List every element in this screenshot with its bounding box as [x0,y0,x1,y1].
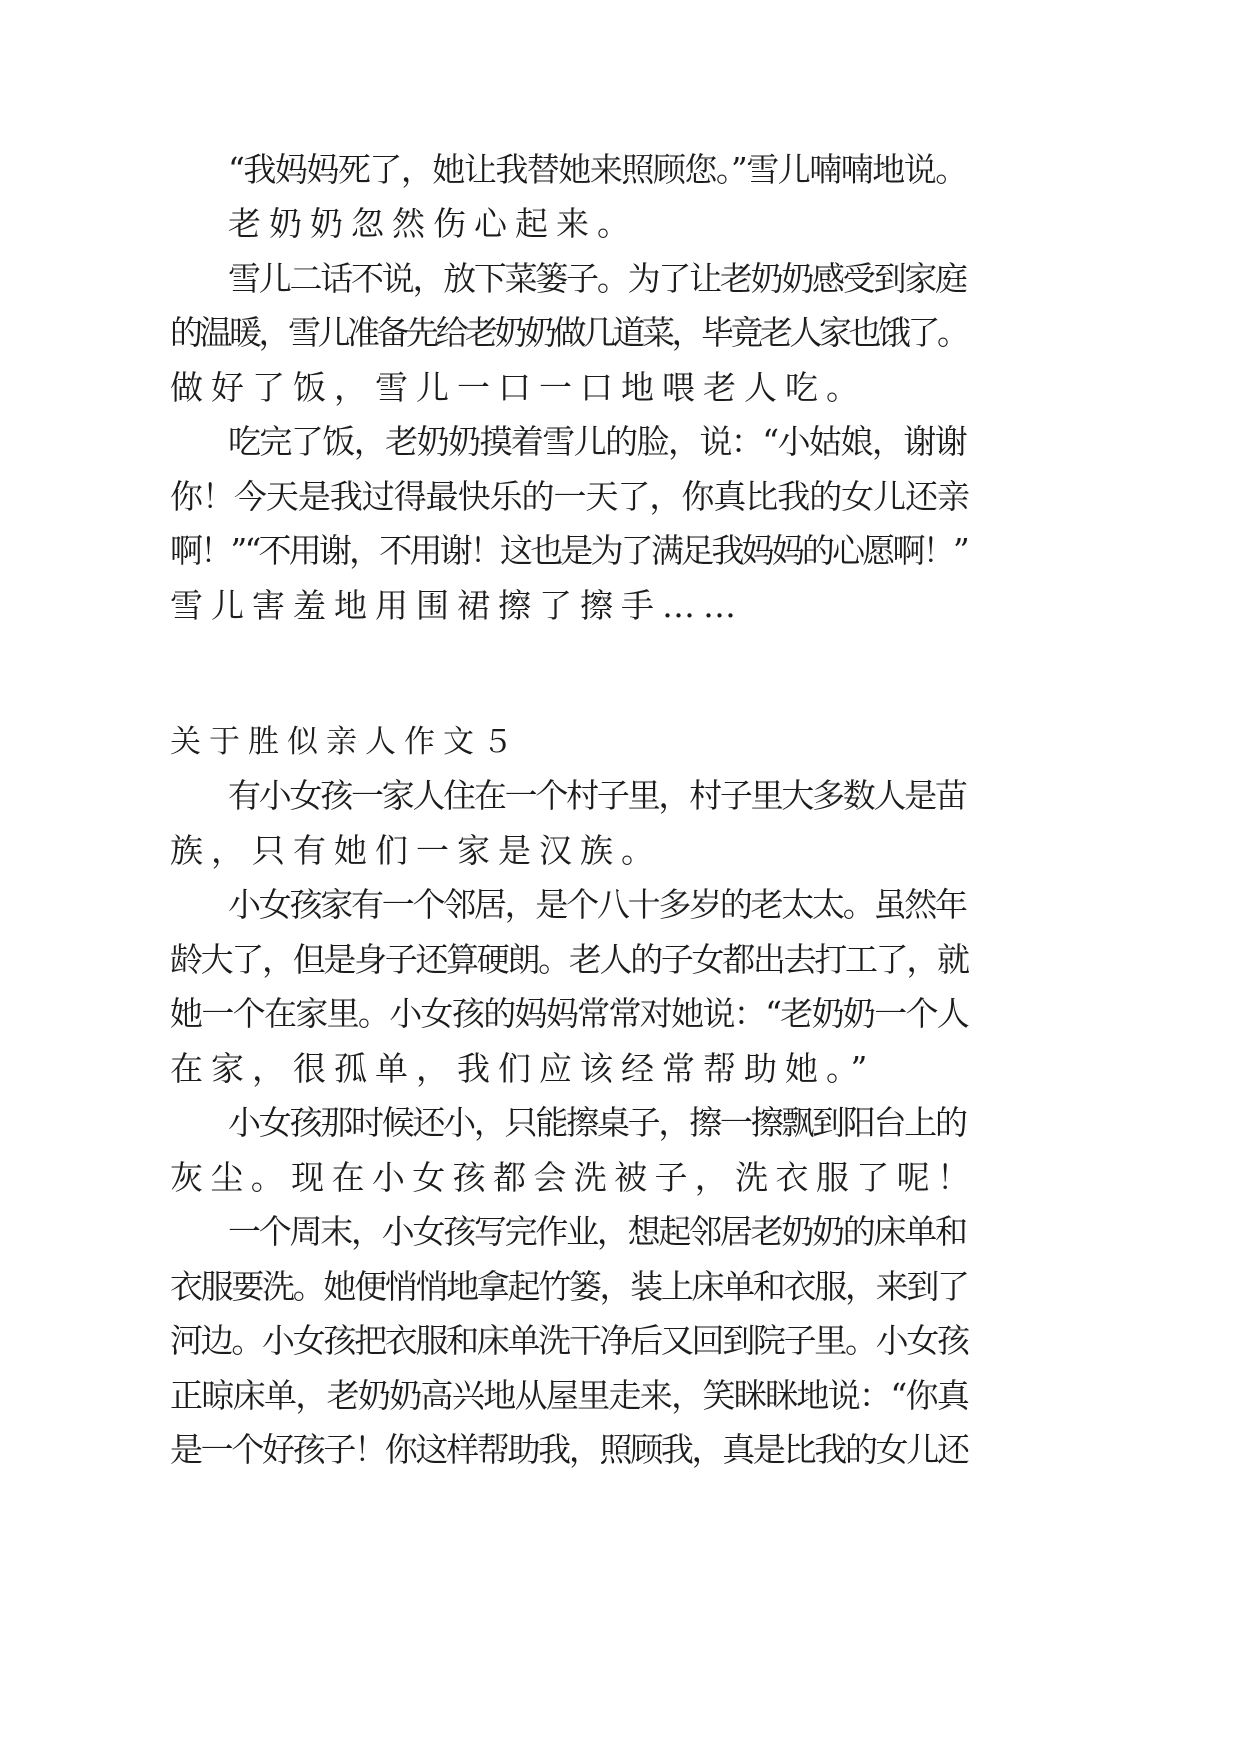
text-line: 做好了饭，雪儿一口一口地喂老人吃。 [170,368,867,407]
text-line: 吃完了饭，老奶奶摸着雪儿的脸，说：“小姑娘，谢谢 [228,422,967,461]
text-line: 啊！”“不用谢，不用谢！这也是为了满足我妈妈的心愿啊！” [170,531,967,570]
text-line: 小女孩家有一个邻居，是个八十多岁的老太太。虽然年 [228,885,966,924]
text-line: 老奶奶忽然伤心起来。 [228,204,638,243]
text-line: 一个周末，小女孩写完作业，想起邻居老奶奶的床单和 [228,1212,966,1251]
text-line: 小女孩那时候还小，只能擦桌子，擦一擦飘到阳台上的 [228,1103,966,1142]
text-line: 在家，很孤单，我们应该经常帮助她。” [170,1049,876,1088]
text-line: 有小女孩一家人住在一个村子里，村子里大多数人是苗 [228,776,966,815]
text-line: “我妈妈死了，她让我替她来照顾您。”雪儿喃喃地说。 [228,150,967,189]
text-line: 的温暖，雪儿准备先给老奶奶做几道菜，毕竟老人家也饿了。 [170,313,967,352]
text-line: 族，只有她们一家是汉族。 [170,831,662,870]
text-line: 龄大了，但是身子还算硬朗。老人的子女都出去打工了，就 [170,940,968,979]
text-line: 灰尘。现在小女孩都会洗被子，洗衣服了呢！ [170,1158,978,1197]
text-line: 她一个在家里。小女孩的妈妈常常对她说：“老奶奶一个人 [170,994,969,1033]
text-line: 河边。小女孩把衣服和床单洗干净后又回到院子里。小女孩 [170,1321,968,1360]
text-line: 你！今天是我过得最快乐的一天了，你真比我的女儿还亲 [170,477,970,516]
text-line: 雪儿害羞地用围裙擦了擦手…… [170,586,744,625]
text-line: 是一个好孩子！你这样帮助我，照顾我，真是比我的女儿还 [170,1430,968,1469]
text-line: 衣服要洗。她便悄悄地拿起竹篓，装上床单和衣服，来到了 [170,1267,968,1306]
section-heading: 关于胜似亲人作文５ [170,724,521,760]
text-line: 雪儿二话不说，放下菜篓子。为了让老奶奶感受到家庭 [228,259,966,298]
text-line: 正晾床单，老奶奶高兴地从屋里走来，笑眯眯地说：“你真 [170,1376,969,1415]
